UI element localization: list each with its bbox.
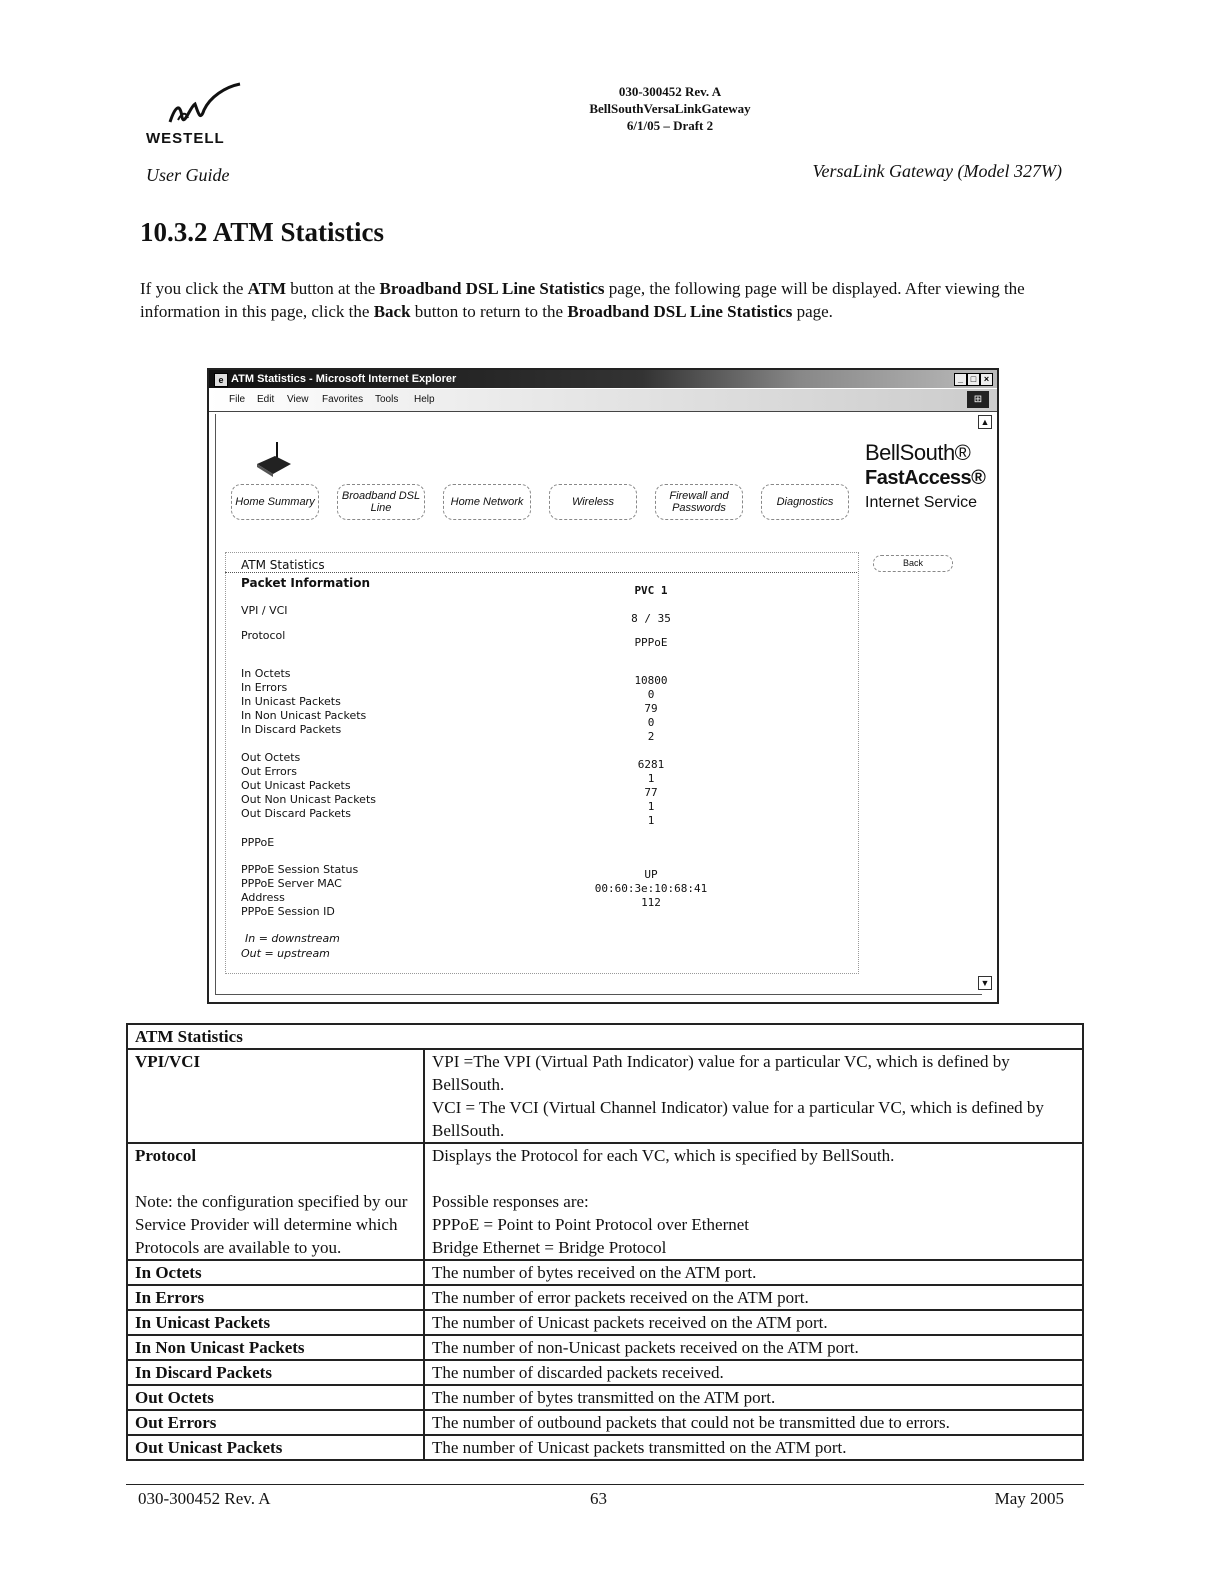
nav-home-network[interactable]: Home Network [443,484,531,520]
nav-wireless[interactable]: Wireless [549,484,637,520]
table-desc-cell [424,1435,1083,1460]
intro-text: button to return to the [410,302,568,321]
stat-value-pppoe-mac: 00:60:3e:10:68:41 [594,882,708,895]
stat-label-out-unicast: Out Unicast Packets [241,779,351,792]
table-row [127,1335,1083,1360]
table-term-cell [127,1385,424,1410]
table-term-cell [127,1435,424,1460]
stat-label-out-octets: Out Octets [241,751,301,764]
stat-label-pppoe-mac: PPPoE Server MAC [241,877,342,890]
stat-label-in-octets: In Octets [241,667,291,680]
menu-favorites[interactable]: Favorites [322,394,364,405]
table-term-cell [127,1260,424,1285]
intro-bold-term: Broadband DSL Line Statistics [379,279,605,298]
stat-label-pppoe-address: Address [241,891,285,904]
panel-title: ATM Statistics [241,558,325,572]
stat-label-in-non-unicast: In Non Unicast Packets [241,709,367,722]
nav-diagnostics[interactable]: Diagnostics [761,484,849,520]
windows-logo-icon: ⊞ [967,391,989,408]
pppoe-label: PPPoE [241,836,275,849]
section-title: 10.3.2 ATM Statistics [140,217,384,247]
router-icon [253,438,293,478]
table-desc-cell [424,1360,1083,1385]
back-button[interactable]: Back [873,555,953,572]
stat-value-out-unicast: 77 [644,786,658,799]
legend-out: Out = upstream [241,947,330,960]
pvc-label: PVC 1 [634,584,668,597]
table-desc-line: The number of outbound packets that could not be transmitted due to errors. [432,1413,950,1432]
menu-view[interactable]: View [287,394,309,405]
table-desc-cell [424,1335,1083,1360]
table-desc-cell [424,1049,1083,1143]
table-desc-line: Bridge Ethernet = Bridge Protocol [432,1238,667,1257]
stat-label-in-unicast: In Unicast Packets [241,695,341,708]
table-desc-line: Possible responses are: [432,1192,589,1211]
table-row [127,1260,1083,1285]
table-term: Out Octets [135,1388,214,1407]
browser-menubar [209,389,997,412]
stat-value-out-errors: 1 [647,772,655,785]
stat-label-out-errors: Out Errors [241,765,297,778]
stat-value-out-discard: 1 [647,814,655,827]
stat-value-vpi-vci: 8 / 35 [631,612,671,625]
stat-label-pppoe-status: PPPoE Session Status [241,863,359,876]
table-row [127,1360,1083,1385]
table-desc-line: The number of error packets received on the ATM port. [432,1288,809,1307]
table-term: Out Errors [135,1413,217,1432]
stat-value-out-octets: 6281 [637,758,665,771]
table-desc-cell [424,1143,1083,1260]
intro-bold-term: ATM [247,279,287,298]
stat-label-pppoe-session-id: PPPoE Session ID [241,905,335,918]
packet-info-label: Packet Information [241,576,371,590]
stat-label-out-non-unicast: Out Non Unicast Packets [241,793,376,806]
doc-date: 6/1/05 – Draft 2 [626,118,714,133]
stat-value-pppoe-session-id: 112 [641,896,661,909]
table-desc-line: Displays the Protocol for each VC, which is specified by BellSouth. [432,1146,895,1165]
intro-bold-term: Back [373,302,411,321]
table-desc-line: The number of Unicast packets transmitted on the ATM port. [432,1438,847,1457]
stat-value-out-non-unicast: 1 [647,800,655,813]
close-icon[interactable]: × [980,373,993,386]
stat-label-in-errors: In Errors [241,681,288,694]
stat-label-in-discard: In Discard Packets [241,723,342,736]
table-desc-line: The number of bytes transmitted on the ATM port. [432,1388,776,1407]
table-term-cell [127,1049,424,1143]
table-row [127,1049,1083,1143]
atm-statistics-table [126,1023,1084,1461]
maximize-icon[interactable]: □ [967,373,980,386]
table-desc-cell [424,1410,1083,1435]
table-term: In Non Unicast Packets [135,1338,305,1357]
table-term-cell [127,1143,424,1260]
table-term: In Octets [135,1263,202,1282]
table-header-row [127,1024,1083,1049]
menu-edit[interactable]: Edit [257,394,275,405]
table-row [127,1310,1083,1335]
footer-rule [126,1484,1084,1485]
nav-home-summary[interactable]: Home Summary [231,484,319,520]
page-number: 63 [590,1489,607,1508]
table-header: ATM Statistics [127,1024,1083,1049]
intro-paragraph [140,277,1070,323]
brand-bellsouth: BellSouth® [865,440,971,465]
stat-value-protocol: PPPoE [634,636,668,649]
intro-text: page. [792,302,833,321]
table-term-cell [127,1285,424,1310]
doc-number: 030-300452 Rev. A [618,84,722,99]
stat-value-in-non-unicast: 0 [647,716,655,729]
table-term: VPI/VCI [135,1052,201,1071]
menu-help[interactable]: Help [414,394,435,405]
nav-firewall-passwords[interactable]: Firewall and Passwords [655,484,743,520]
stat-value-in-errors: 0 [647,688,655,701]
header-left-label: User Guide [146,165,230,185]
footer-date: May 2005 [994,1489,1064,1508]
table-desc-cell [424,1385,1083,1410]
document-header [470,83,870,134]
intro-text: page, the following page will be displayed. After viewing the information in this page, click the [140,279,1025,321]
table-desc-line: The number of Unicast packets received on the ATM port. [432,1313,828,1332]
table-row [127,1143,1083,1260]
stat-label-vpi-vci: VPI / VCI [241,604,288,617]
stat-value-in-discard: 2 [647,730,655,743]
table-term: In Errors [135,1288,205,1307]
table-term: In Unicast Packets [135,1313,271,1332]
table-term-cell [127,1335,424,1360]
doc-product: BellSouthVersaLinkGateway [589,101,751,116]
table-desc-line: PPPoE = Point to Point Protocol over Ethernet [432,1215,750,1234]
table-desc-line: VCI = The VCI (Virtual Channel Indicator) value for a particular VC, which is defined by BellSouth. [432,1098,1044,1140]
brand-internet-service: Internet Service [865,494,978,511]
browser-title: ATM Statistics - Microsoft Internet Explorer [231,373,457,385]
legend-in: In = downstream [245,932,340,945]
table-term: Protocol [135,1146,197,1165]
table-desc-line: The number of bytes received on the ATM port. [432,1263,757,1282]
browser-window [207,368,999,1004]
table-desc-line: The number of discarded packets received. [432,1363,724,1382]
table-term: In Discard Packets [135,1363,272,1382]
browser-titlebar [209,370,997,388]
brand-fastaccess: FastAccess® [865,467,986,489]
scroll-down-icon[interactable]: ▼ [978,976,992,990]
stat-value-in-octets: 10800 [634,674,668,687]
header-right-label: VersaLink Gateway (Model 327W) [812,161,1062,181]
table-row [127,1435,1083,1460]
minimize-icon[interactable]: _ [954,373,967,386]
table-desc-cell [424,1285,1083,1310]
intro-bold-term: Broadband DSL Line Statistics [567,302,793,321]
scroll-up-icon[interactable]: ▲ [978,415,992,429]
intro-text: button at the [286,279,380,298]
footer-doc-number: 030-300452 Rev. A [138,1489,271,1508]
stat-label-out-discard: Out Discard Packets [241,807,352,820]
intro-text: If you click the [140,279,248,298]
stat-value-pppoe-status: UP [644,868,658,881]
table-desc-line: The number of non-Unicast packets received on the ATM port. [432,1338,859,1357]
table-desc-cell [424,1310,1083,1335]
stat-label-protocol: Protocol [241,629,286,642]
menu-file[interactable]: File [229,394,246,405]
table-term-cell [127,1360,424,1385]
table-desc-cell [424,1260,1083,1285]
nav-broadband-dsl-line[interactable]: Broadband DSL Line [337,484,425,520]
table-term-note: Note: the configuration specified by our Service Provider will determine which Protocols are available to you. [135,1192,408,1257]
stat-value-in-unicast: 79 [644,702,658,715]
table-term-cell [127,1410,424,1435]
table-desc-line: VPI =The VPI (Virtual Path Indicator) value for a particular VC, which is defined by BellSouth. [432,1052,1010,1094]
table-row [127,1410,1083,1435]
table-row [127,1385,1083,1410]
table-term-cell [127,1310,424,1335]
table-term: Out Unicast Packets [135,1438,283,1457]
table-row [127,1285,1083,1310]
menu-tools[interactable]: Tools [375,394,399,405]
ie-icon: e [214,373,228,387]
logo-text: WESTELL [146,130,225,147]
